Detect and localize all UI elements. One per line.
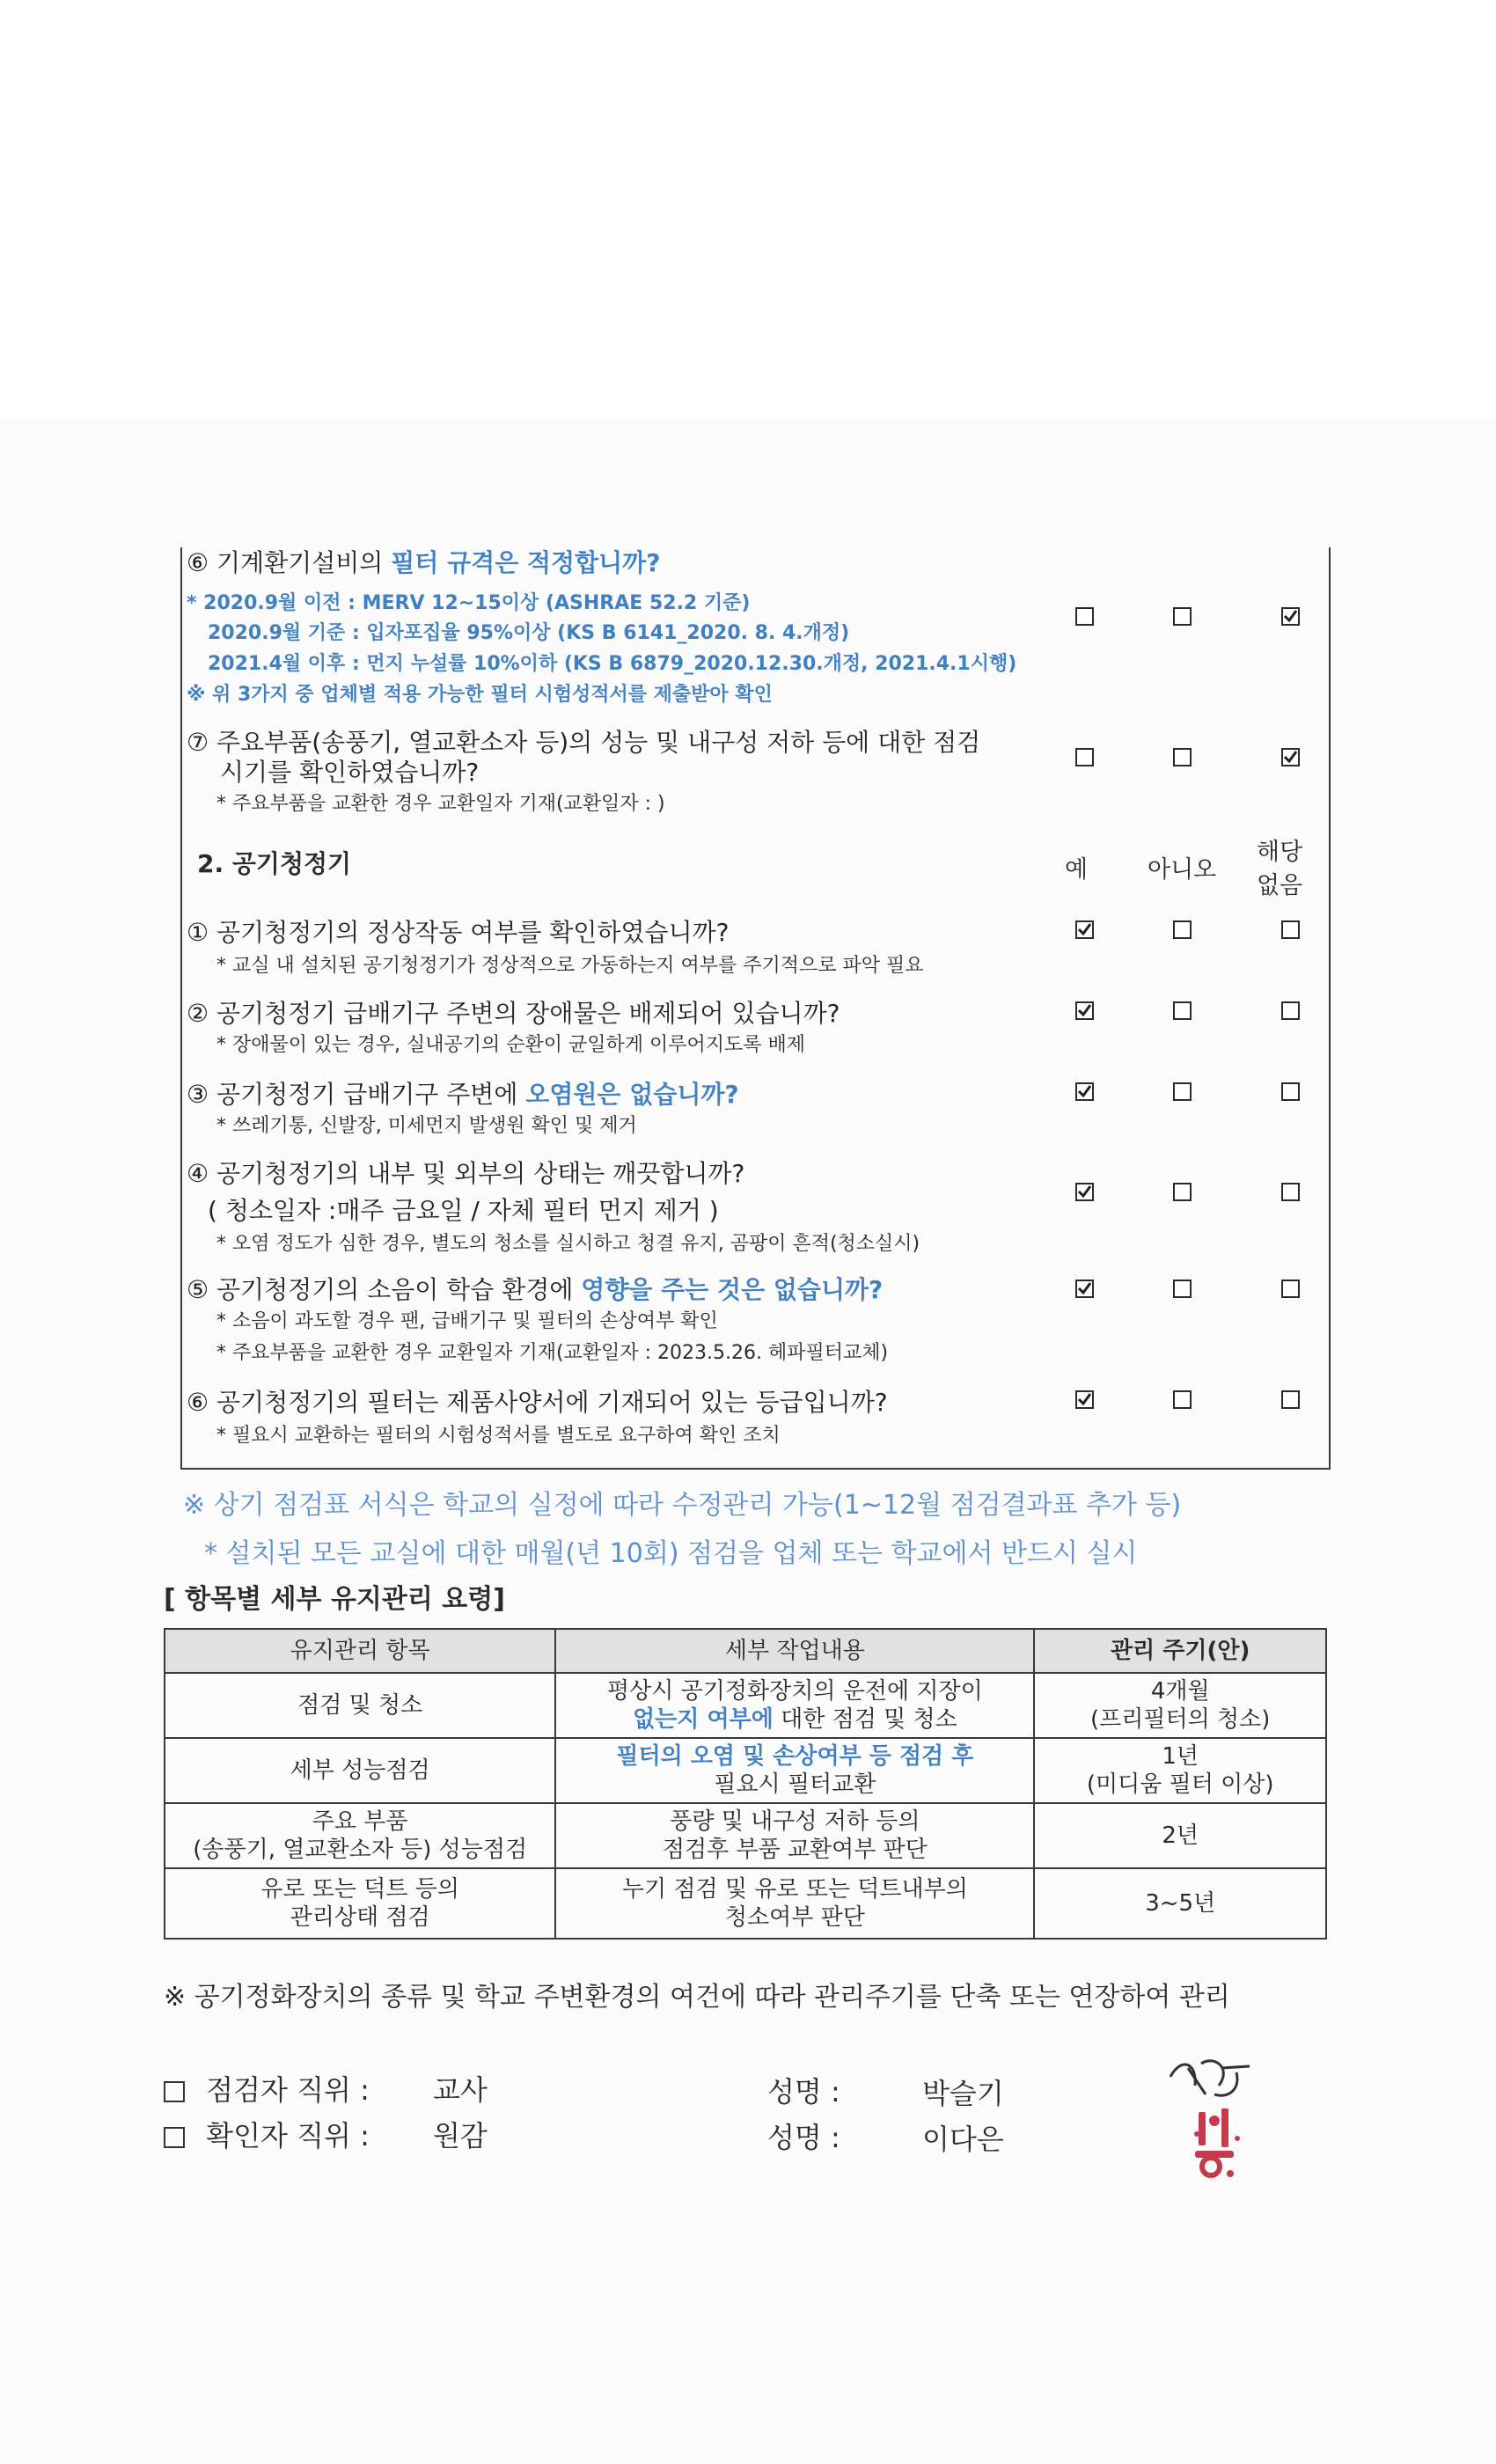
title-text: ⑥ 기계환기설비의 bbox=[187, 548, 392, 577]
cell-item bbox=[165, 1738, 555, 1803]
cycle-line: 4개월 bbox=[1150, 1677, 1210, 1705]
cycle-line: 2년 bbox=[1162, 1822, 1199, 1849]
cell-cycle bbox=[1034, 1803, 1326, 1868]
purifier-q1-note: * 교실 내 설치된 공기청정기가 정상적으로 가동하는지 여부를 주기적으로 파악 필요 bbox=[216, 955, 924, 977]
check-icon bbox=[1283, 750, 1298, 765]
col-na-1: 해당 bbox=[1257, 839, 1303, 866]
confirmer-label: 확인자 직위 : bbox=[206, 2119, 370, 2152]
checkbox-unchecked[interactable] bbox=[1173, 1001, 1192, 1020]
item-text: 점검 및 청소 bbox=[297, 1691, 423, 1719]
table-row bbox=[165, 1738, 1326, 1803]
cycle-line: (프리필터의 청소) bbox=[1090, 1706, 1271, 1733]
item-filter-spec-title bbox=[187, 544, 660, 579]
title-highlight: 필터 규격은 적정합니까? bbox=[391, 548, 661, 577]
cycle-line: (미디움 필터 이상) bbox=[1086, 1771, 1274, 1798]
purifier-q4-line2: ( 청소일자 :매주 금요일 / 자체 필터 먼지 제거 ) bbox=[208, 1196, 719, 1225]
header-cycle: 관리 주기(안) bbox=[1034, 1629, 1326, 1673]
checkbox-unchecked[interactable] bbox=[1173, 1082, 1192, 1101]
detail-line: 청소여부 판단 bbox=[724, 1904, 865, 1931]
filter-note-1: * 2020.9월 이전 : MERV 12~15이상 (ASHRAE 52.2 기준) bbox=[187, 592, 751, 614]
item-parts-title-1: ⑦ 주요부품(송풍기, 열교환소자 등)의 성능 및 내구성 저하 등에 대한 점검 bbox=[187, 728, 981, 757]
title-text: ⑤ 공기청정기의 소음이 학습 환경에 bbox=[187, 1275, 582, 1304]
cell-detail bbox=[555, 1673, 1034, 1738]
checkbox-unchecked[interactable] bbox=[1173, 1183, 1192, 1201]
maintenance-heading: [ 항목별 세부 유지관리 요령] bbox=[164, 1584, 505, 1615]
maintenance-table bbox=[164, 1628, 1327, 1940]
cycle-line: 3~5년 bbox=[1145, 1889, 1216, 1917]
check-icon bbox=[1077, 922, 1092, 937]
inspector-checkbox[interactable] bbox=[164, 2081, 185, 2102]
check-icon bbox=[1077, 1184, 1092, 1199]
item-parts-title-2: 시기를 확인하였습니까? bbox=[220, 758, 480, 787]
checkbox-unchecked[interactable] bbox=[1173, 920, 1192, 939]
checkbox-unchecked[interactable] bbox=[1173, 607, 1192, 626]
frame-right-border bbox=[1329, 547, 1331, 1470]
purifier-q5-note-2: * 주요부품을 교환한 경우 교환일자 기재(교환일자 : 2023.5.26. 헤파필터교체) bbox=[216, 1342, 889, 1364]
cell-cycle bbox=[1034, 1738, 1326, 1803]
checkbox-unchecked[interactable] bbox=[1075, 607, 1094, 626]
cell-item bbox=[165, 1673, 555, 1738]
cell-item bbox=[165, 1868, 555, 1939]
item-parts-note: * 주요부품을 교환한 경우 교환일자 기재(교환일자 : ) bbox=[216, 793, 665, 815]
signature-and-seal-image bbox=[1153, 2050, 1285, 2200]
item-line: 유로 또는 덕트 등의 bbox=[260, 1875, 460, 1903]
confirmer-name: 이다은 bbox=[922, 2123, 1004, 2156]
checkbox-unchecked[interactable] bbox=[1281, 1390, 1300, 1409]
inspector-position: 교사 bbox=[433, 2073, 488, 2107]
header-item: 유지관리 항목 bbox=[165, 1629, 555, 1673]
detail-highlight: 필터의 오염 및 손상여부 등 점검 후 bbox=[616, 1742, 974, 1770]
purifier-q2: ② 공기청정기 급배기구 주변의 장애물은 배제되어 있습니까? bbox=[187, 999, 840, 1028]
title-highlight: 오염원은 없습니까? bbox=[525, 1080, 739, 1109]
confirmer-name-label: 성명 : bbox=[767, 2121, 840, 2154]
col-na-2: 없음 bbox=[1257, 872, 1303, 899]
detail-line: 풍량 및 내구성 저하 등의 bbox=[670, 1808, 920, 1835]
confirmer-position: 원감 bbox=[433, 2119, 488, 2152]
checkbox-unchecked[interactable] bbox=[1281, 1001, 1300, 1020]
table-header-row bbox=[165, 1629, 1326, 1673]
check-icon bbox=[1077, 1392, 1092, 1407]
check-icon bbox=[1077, 1281, 1092, 1296]
filter-note-3: 2021.4월 이후 : 먼지 누설률 10%이하 (KS B 6879_2020.12.30.개정, 2021.4.1시행) bbox=[208, 653, 1017, 675]
cell-item bbox=[165, 1803, 555, 1868]
inspector-row bbox=[164, 2068, 370, 2108]
inspector-name: 박슬기 bbox=[922, 2077, 1004, 2110]
confirmer-row bbox=[164, 2114, 370, 2154]
item-line: 관리상태 점검 bbox=[290, 1904, 430, 1931]
check-icon bbox=[1283, 609, 1298, 624]
cell-cycle bbox=[1034, 1868, 1326, 1939]
purifier-q6: ⑥ 공기청정기의 필터는 제품사양서에 기재되어 있는 등급입니까? bbox=[187, 1388, 888, 1417]
title-highlight: 영향을 주는 것은 없습니까? bbox=[581, 1275, 884, 1304]
checkbox-checked[interactable] bbox=[1281, 607, 1300, 626]
detail-line: 점검후 부품 교환여부 판단 bbox=[662, 1837, 928, 1863]
checkbox-checked[interactable] bbox=[1075, 1390, 1094, 1409]
cell-detail bbox=[555, 1803, 1034, 1868]
checkbox-checked[interactable] bbox=[1075, 920, 1094, 939]
check-icon bbox=[1077, 1003, 1092, 1018]
purifier-q3-note: * 쓰레기통, 신발장, 미세먼지 발생원 확인 및 제거 bbox=[216, 1115, 637, 1137]
detail-highlight: 없는지 여부에 bbox=[633, 1706, 774, 1733]
col-no: 아니오 bbox=[1148, 856, 1217, 884]
cell-detail bbox=[555, 1738, 1034, 1803]
checkbox-unchecked[interactable] bbox=[1281, 1280, 1300, 1298]
checkbox-unchecked[interactable] bbox=[1281, 1183, 1300, 1201]
cell-detail bbox=[555, 1868, 1034, 1939]
checkbox-unchecked[interactable] bbox=[1173, 748, 1192, 766]
notice-form-editable: ※ 상기 점검표 서식은 학교의 실정에 따라 수정관리 가능(1~12월 점검결과표 추가 등) bbox=[183, 1490, 1182, 1521]
checkbox-checked[interactable] bbox=[1281, 748, 1300, 766]
purifier-q4: ④ 공기청정기의 내부 및 외부의 상태는 깨끗합니까? bbox=[187, 1159, 745, 1188]
purifier-q1: ① 공기청정기의 정상작동 여부를 확인하였습니까? bbox=[187, 918, 730, 947]
section-heading: 2. 공기청정기 bbox=[197, 849, 352, 878]
detail-line bbox=[556, 1705, 1033, 1734]
table-row bbox=[165, 1673, 1326, 1738]
detail-line: 누기 점검 및 유로 또는 덕트내부의 bbox=[621, 1875, 968, 1903]
col-yes: 예 bbox=[1065, 856, 1089, 884]
checkbox-unchecked[interactable] bbox=[1173, 1280, 1192, 1298]
frame-bottom-border bbox=[180, 1468, 1331, 1470]
purifier-q5 bbox=[187, 1271, 883, 1306]
filter-note-4: ※ 위 3가지 중 업체별 적용 가능한 필터 시험성적서를 제출받아 확인 bbox=[187, 684, 773, 706]
checkbox-checked[interactable] bbox=[1075, 1082, 1094, 1101]
checkbox-unchecked[interactable] bbox=[1281, 1082, 1300, 1101]
inspector-name-label: 성명 : bbox=[767, 2075, 840, 2108]
cell-cycle bbox=[1034, 1673, 1326, 1738]
checkbox-unchecked[interactable] bbox=[1281, 920, 1300, 939]
purifier-q3 bbox=[187, 1075, 739, 1111]
checkbox-unchecked[interactable] bbox=[1173, 1390, 1192, 1409]
notice-monthly-inspection: * 설치된 모든 교실에 대한 매월(년 10회) 점검을 업체 또는 학교에서 반드시 실시 bbox=[204, 1538, 1138, 1569]
check-icon bbox=[1077, 1084, 1092, 1099]
title-text: ③ 공기청정기 급배기구 주변에 bbox=[187, 1080, 526, 1109]
cycle-line: 1년 bbox=[1162, 1742, 1199, 1770]
purifier-q4-note: * 오염 정도가 심한 경우, 별도의 청소를 실시하고 청결 유지, 곰팡이 흔적(청소실시) bbox=[216, 1233, 920, 1255]
purifier-q6-note: * 필요시 교환하는 필터의 시험성적서를 별도로 요구하여 확인 조치 bbox=[216, 1425, 781, 1447]
footnote: ※ 공기정화장치의 종류 및 학교 주변환경의 여건에 따라 관리주기를 단축 또는 연장하여 관리 bbox=[164, 1982, 1230, 2013]
checkbox-unchecked[interactable] bbox=[1075, 748, 1094, 766]
frame-left-border bbox=[180, 547, 182, 1470]
confirmer-checkbox[interactable] bbox=[164, 2127, 185, 2148]
item-line: (송풍기, 열교환소자 등) 성능점검 bbox=[193, 1837, 528, 1863]
detail-line: 필요시 필터교환 bbox=[714, 1771, 876, 1798]
detail-line: 평상시 공기정화장치의 운전에 지장이 bbox=[607, 1677, 983, 1705]
item-line: 주요 부품 bbox=[312, 1808, 408, 1835]
checkbox-checked[interactable] bbox=[1075, 1001, 1094, 1020]
table-row bbox=[165, 1868, 1326, 1939]
inspector-label: 점검자 직위 : bbox=[206, 2073, 370, 2107]
purifier-q2-note: * 장애물이 있는 경우, 실내공기의 순환이 균일하게 이루어지도록 배제 bbox=[216, 1034, 805, 1056]
checkbox-checked[interactable] bbox=[1075, 1280, 1094, 1298]
checkbox-checked[interactable] bbox=[1075, 1183, 1094, 1201]
table-row bbox=[165, 1803, 1326, 1868]
header-detail: 세부 작업내용 bbox=[555, 1629, 1034, 1673]
filter-note-2: 2020.9월 기준 : 입자포집율 95%이상 (KS B 6141_2020. 8. 4.개정) bbox=[208, 622, 850, 644]
detail-text: 대한 점검 및 청소 bbox=[773, 1706, 957, 1733]
purifier-q5-note-1: * 소음이 과도할 경우 팬, 급배기구 및 필터의 손상여부 확인 bbox=[216, 1310, 718, 1332]
item-text: 세부 성능점검 bbox=[290, 1756, 430, 1784]
